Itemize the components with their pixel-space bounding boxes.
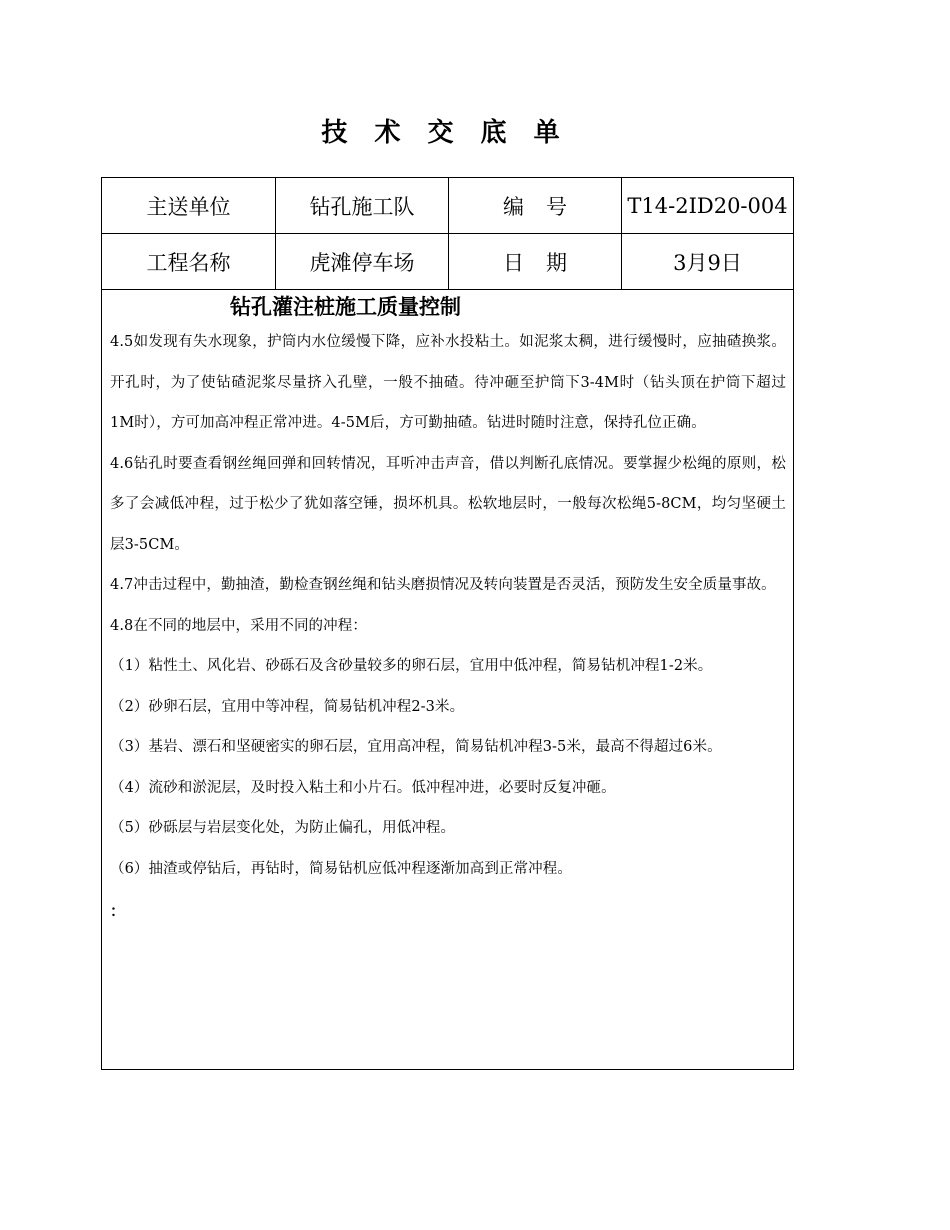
date-label: 日期 <box>449 234 622 289</box>
serial-number-value: T14-2ID20-004 <box>627 193 788 218</box>
list-item-1: （1）粘性土、风化岩、砂砾石及含砂量较多的卵石层，宜用中低冲程，简易钻机冲程1-2米。 <box>110 658 713 674</box>
list-item-3: （3）基岩、漂石和坚硬密实的卵石层，宜用高冲程，简易钻机冲程3-5米，最高不得超过6米。 <box>110 739 722 755</box>
list-item-2: （2）砂卵石层，宜用中等冲程，简易钻机冲程2-3米。 <box>110 698 465 715</box>
recipient-unit-label: 主送单位 <box>102 178 276 233</box>
header-row-1 <box>102 178 793 234</box>
project-name-label: 工程名称 <box>102 234 276 289</box>
date-value: 3月9日 <box>673 250 742 275</box>
paragraph-4-5: 4.5如发现有失水现象，护筒内水位缓慢下降，应补水投粘土。如泥浆太稠，进行缓慢时，应抽碴换浆。开孔时，为了使钻碴泥浆尽量挤入孔壁，一般不抽碴。待冲砸至护筒下3-4M时（钻头顶在护筒下超过1M时），方可加高冲程正常冲进。4-5M后，方可勤抽碴。钻进时随时注意，保持孔位正确。 <box>110 334 786 431</box>
disclosure-content <box>102 290 793 1069</box>
disclosure-form <box>101 177 794 1070</box>
serial-number-label: 编号 <box>449 178 622 233</box>
paragraph-4-8: 4.8在不同的地层中，采用不同的冲程： <box>110 617 367 634</box>
list-item-5: （5）砂砾层与岩层变化处，为防止偏孔，用低冲程。 <box>110 820 456 836</box>
list-item-4: （4）流砂和淤泥层，及时投入粘土和小片石。低冲程冲进，必要时反复冲砸。 <box>110 779 616 796</box>
paragraph-4-7: 4.7冲击过程中，勤抽渣，勤检查钢丝绳和钻头磨损情况及转向装置是否灵活，预防发生安全质量事故。 <box>110 577 776 593</box>
project-name-value: 虎滩停车场 <box>276 234 449 289</box>
document-title: 技 术 交 底 单 <box>321 118 569 148</box>
section-title: 钻孔灌注桩施工质量控制 <box>230 295 461 319</box>
paragraph-4-6: 4.6钻孔时要查看钢丝绳回弹和回转情况，耳听冲击声音，借以判断孔底情况。要掌握少松绳的原则，松多了会减低冲程，过于松少了犹如落空锤，损坏机具。松软地层时，一般每次松绳5-8CM，均匀坚硬土层3-5CM。 <box>110 455 786 553</box>
trailing-colon: ： <box>110 902 126 920</box>
list-item-6: （6）抽渣或停钻后，再钻时，简易钻机应低冲程逐渐加高到正常冲程。 <box>110 860 572 877</box>
header-row-2 <box>102 234 793 290</box>
recipient-unit-value: 钻孔施工队 <box>276 178 449 233</box>
